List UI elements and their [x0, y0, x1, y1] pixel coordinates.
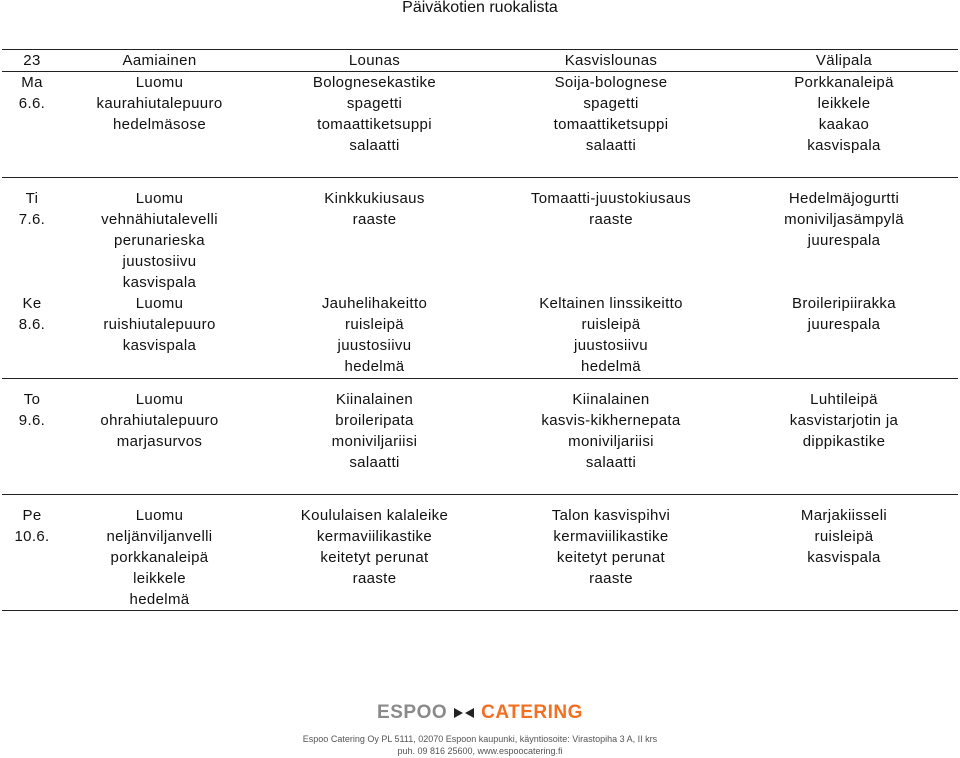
menu-item: porkkanaleipä — [110, 549, 209, 566]
menu-item: Kinkkukiusaus — [324, 190, 425, 207]
day-cell — [2, 293, 62, 379]
aamiainen-cell — [62, 379, 257, 495]
menu-item: perunarieska — [114, 232, 205, 249]
menu-item: Koululaisen kalaleike — [300, 507, 449, 524]
menu-item: Talon kasvispihvi — [551, 507, 671, 524]
menu-item: raaste — [352, 211, 397, 228]
column-header-valipala: Välipala — [730, 50, 958, 72]
day-name: Ke — [22, 295, 42, 312]
contact-info — [0, 733, 960, 757]
contact-phone-web: puh. 09 816 25600, www.espoocatering.fi — [397, 746, 563, 756]
menu-item: moniviljariisi — [568, 433, 654, 450]
menu-item: Jauhelihakeitto — [321, 295, 428, 312]
kasvislounas-cell — [492, 293, 730, 379]
menu-item: Tomaatti-juustokiusaus — [530, 190, 692, 207]
column-header-aamiainen: Aamiainen — [62, 50, 257, 72]
menu-item: Broileripiirakka — [792, 295, 896, 312]
menu-item: tomaattiketsuppi — [317, 116, 432, 133]
day-date: 10.6. — [14, 528, 50, 545]
menu-item: juurespala — [807, 316, 881, 333]
menu-item: Hedelmäjogurtti — [788, 190, 900, 207]
day-row-ma — [2, 72, 958, 178]
menu-item: juustosiivu — [122, 253, 197, 270]
logo-catering-text: CATERING — [481, 702, 583, 723]
lounas-cell — [257, 72, 492, 178]
valipala-cell — [730, 178, 958, 294]
menu-item: neljänviljanvelli — [106, 528, 213, 545]
menu-item: kermaviilikastike — [316, 528, 433, 545]
menu-item: kasvispala — [807, 137, 881, 154]
day-cell — [2, 495, 62, 611]
menu-item: Luomu — [135, 295, 184, 312]
day-date: 8.6. — [18, 316, 46, 333]
menu-item: juustosiivu — [337, 337, 412, 354]
menu-item: ruisleipä — [581, 316, 641, 333]
menu-item: Marjakiisseli — [800, 507, 888, 524]
menu-item: tomaattiketsuppi — [553, 116, 669, 133]
menu-item: salaatti — [585, 137, 637, 154]
kasvislounas-cell — [492, 178, 730, 294]
kasvislounas-cell — [492, 495, 730, 611]
lounas-cell — [257, 293, 492, 379]
day-date: 7.6. — [18, 211, 46, 228]
espoo-catering-logo — [377, 702, 583, 724]
menu-item: Soija-bolognese — [554, 74, 668, 91]
menu-item: Keltainen linssikeitto — [539, 295, 683, 312]
menu-item: moniviljariisi — [331, 433, 418, 450]
menu-item: raaste — [352, 570, 397, 587]
day-name: Ma — [21, 74, 43, 91]
menu-item: spagetti — [583, 95, 639, 112]
menu-item: raaste — [589, 211, 633, 228]
menu-item: raaste — [589, 570, 633, 587]
menu-item: kasvispala — [807, 549, 881, 566]
menu-item: ohrahiutalepuuro — [100, 412, 219, 429]
menu-item: leikkele — [817, 95, 871, 112]
lounas-cell — [257, 495, 492, 611]
day-name: Ti — [25, 190, 39, 207]
aamiainen-cell — [62, 72, 257, 178]
menu-table — [2, 49, 958, 611]
day-row-ke — [2, 293, 958, 379]
footer-logo — [0, 702, 960, 724]
menu-item: Luomu — [135, 190, 184, 207]
menu-item: broileripata — [335, 412, 414, 429]
day-row-ti — [2, 178, 958, 294]
day-cell — [2, 379, 62, 495]
menu-item: kaurahiutalepuuro — [96, 95, 223, 112]
day-cell — [2, 178, 62, 294]
menu-item: Luomu — [135, 391, 184, 408]
kasvislounas-cell — [492, 72, 730, 178]
column-header-lounas: Lounas — [257, 50, 492, 72]
day-date: 9.6. — [18, 412, 46, 429]
menu-item: kasvispala — [122, 274, 197, 291]
menu-item: Luhtileipä — [810, 391, 878, 408]
menu-item: dippikastike — [802, 433, 886, 450]
day-row-to — [2, 379, 958, 495]
menu-item: salaatti — [585, 454, 637, 471]
day-name: To — [23, 391, 41, 408]
column-header-kasvislounas: Kasvislounas — [492, 50, 730, 72]
menu-item: vehnähiutalevelli — [101, 211, 218, 228]
day-name: Pe — [22, 507, 42, 524]
kasvislounas-cell — [492, 379, 730, 495]
menu-item: juurespala — [807, 232, 881, 249]
menu-item: kasvistarjotin ja — [789, 412, 899, 429]
valipala-cell — [730, 495, 958, 611]
valipala-cell — [730, 293, 958, 379]
menu-item: hedelmä — [344, 358, 405, 375]
menu-item: kermaviilikastike — [553, 528, 669, 545]
menu-item: Luomu — [135, 507, 184, 524]
day-date: 6.6. — [18, 95, 46, 112]
menu-item: kaakao — [818, 116, 870, 133]
menu-item: spagetti — [346, 95, 403, 112]
menu-item: Luomu — [135, 74, 184, 91]
menu-item: keitetyt perunat — [320, 549, 429, 566]
menu-item: hedelmä — [581, 358, 641, 375]
menu-item: marjasurvos — [116, 433, 203, 450]
header-row — [2, 50, 958, 72]
menu-item: Kiinalainen — [572, 391, 650, 408]
valipala-cell — [730, 72, 958, 178]
lounas-cell — [257, 379, 492, 495]
aamiainen-cell — [62, 178, 257, 294]
menu-item: kasvis-kikhernepata — [541, 412, 681, 429]
menu-item: Porkkanaleipä — [794, 74, 894, 91]
menu-item: Kiinalainen — [335, 391, 414, 408]
day-row-pe — [2, 495, 958, 611]
menu-item: ruisleipä — [814, 528, 874, 545]
menu-item: hedelmä — [129, 591, 190, 608]
menu-item: kasvispala — [122, 337, 197, 354]
menu-item: salaatti — [349, 454, 400, 471]
menu-item: keitetyt perunat — [556, 549, 666, 566]
logo-espoo-text: ESPOO — [377, 702, 448, 723]
week-number: 23 — [2, 50, 62, 72]
menu-item: Bolognesekastike — [312, 74, 437, 91]
menu-item: hedelmäsose — [112, 116, 207, 133]
aamiainen-cell — [62, 293, 257, 379]
menu-item: moniviljasämpylä — [784, 211, 904, 228]
valipala-cell — [730, 379, 958, 495]
menu-item: leikkele — [133, 570, 186, 587]
menu-item: salaatti — [349, 137, 400, 154]
lounas-cell — [257, 178, 492, 294]
contact-address: Espoo Catering Oy PL 5111, 02070 Espoon kaupunki, käyntiosoite: Virastopiha 3 A, II krs — [302, 734, 658, 744]
menu-item: ruisleipä — [344, 316, 404, 333]
menu-item: ruishiutalepuuro — [103, 316, 216, 333]
menu-item: juustosiivu — [574, 337, 648, 354]
aamiainen-cell — [62, 495, 257, 611]
day-cell — [2, 72, 62, 178]
page-title: Päiväkotien ruokalista — [402, 0, 558, 16]
bowtie-icon — [453, 707, 475, 719]
